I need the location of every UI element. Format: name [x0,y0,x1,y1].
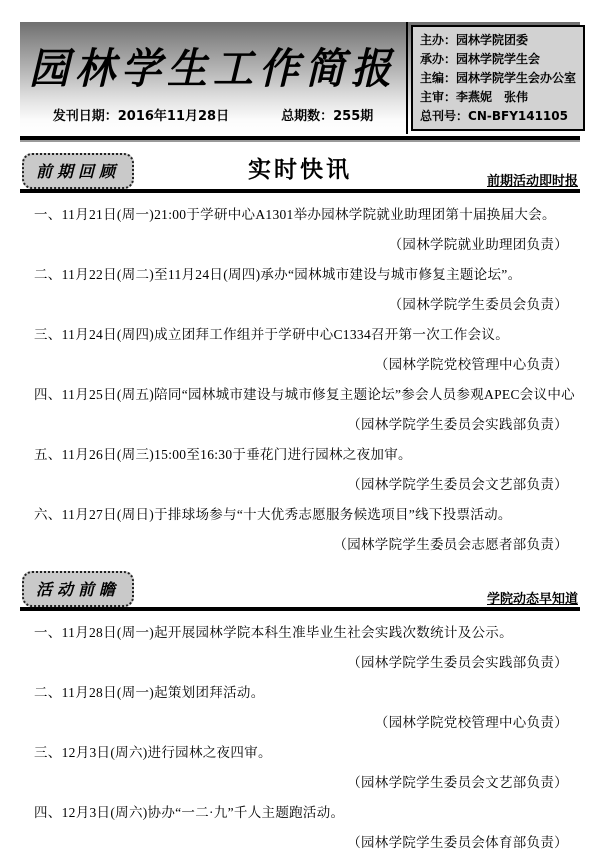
item-attribution: （园林学院党校管理中心负责） [374,715,568,730]
issue-count [281,105,373,124]
issue-count-value: 255期 [333,109,374,124]
item-attribution: （园林学院学生委员会实践部负责） [347,655,568,670]
info-row-serial [420,107,576,126]
list-item: 一、11月21日(周一)21:00于学研中心A1301举办园林学院就业助理团第十届换届大会。 [34,207,556,222]
publish-date-value: 2016年11月28日 [117,109,230,124]
info-label: 承办： [420,52,457,66]
info-row-organizer [420,31,576,50]
info-value: 园林学院学生会 [456,52,541,66]
list-item: 五、11月26日(周三)15:00至16:30于垂花门进行园林之夜加审。 [34,447,412,462]
section-tag-badge: 前期回顾 [22,153,134,189]
item-attribution: （园林学院党校管理中心负责） [374,357,568,372]
info-row-reviewer [420,88,576,107]
list-item: 六、11月27日(周日)于排球场参与“十大优秀志愿服务候选项目”线下投票活动。 [34,507,512,522]
item-attribution: （园林学院学生委员会体育部负责） [347,835,568,850]
publish-date-label: 发刊日期： [52,109,118,124]
item-attribution: （园林学院就业助理团负责） [388,237,568,252]
list-item: 四、12月3日(周六)协办“一二·九”千人主题跑活动。 [34,805,345,820]
list-item: 三、12月3日(周六)进行园林之夜四审。 [34,745,272,760]
publish-date [53,105,229,124]
info-label: 主办： [420,33,457,47]
info-value: CN-BFY141105 [468,109,568,123]
list-item: 二、11月28日(周一)起策划团拜活动。 [34,685,265,700]
list-item: 二、11月22日(周二)至11月24日(周四)承办“园林城市建设与城市修复主题论坛”。 [34,267,522,282]
section-title: 实时快讯 [248,157,352,183]
info-row-undertaker [420,50,576,69]
section-header [20,569,580,607]
list-item: 四、11月25日(周五)陪同“园林城市建设与城市修复主题论坛”参会人员参观APEC会议中心 [34,387,575,402]
item-list [20,193,580,560]
info-label: 总刊号： [420,109,469,123]
item-attribution: （园林学院学生委员会文艺部负责） [347,775,568,790]
issue-count-label: 总期数： [281,109,334,124]
issue-info-row [20,105,406,134]
publication-info-box [411,25,585,131]
info-row-editor [420,69,576,88]
item-attribution: （园林学院学生委员会实践部负责） [347,417,568,432]
masthead-divider [20,136,580,142]
masthead-left [20,22,408,134]
bulletin-title: 园林学生工作简报 [29,44,397,94]
list-item: 一、11月28日(周一)起开展园林学院本科生准毕业生社会实践次数统计及公示。 [34,625,513,640]
section-previous-review [20,151,580,560]
item-list [20,611,580,858]
item-attribution: （园林学院学生委员会负责） [388,297,568,312]
info-value: 李燕妮 张伟 [456,90,529,104]
section-upcoming-activities [20,569,580,858]
list-item: 三、11月24日(周四)成立团拜工作组并于学研中心C1334召开第一次工作会议。 [34,327,509,342]
section-right-label: 前期活动即时报 [486,174,578,189]
section-header [20,151,580,189]
info-label: 主审： [420,90,457,104]
section-right-label: 学院动态早知道 [486,592,578,607]
info-label: 主编： [420,71,457,85]
masthead [20,22,580,134]
item-attribution: （园林学院学生委员会志愿者部负责） [333,537,568,552]
info-value: 园林学院学生会办公室 [456,71,577,85]
masthead-right [408,22,580,134]
item-attribution: （园林学院学生委员会文艺部负责） [347,477,568,492]
section-tag-badge: 活动前瞻 [22,571,134,607]
info-value: 园林学院团委 [456,33,529,47]
